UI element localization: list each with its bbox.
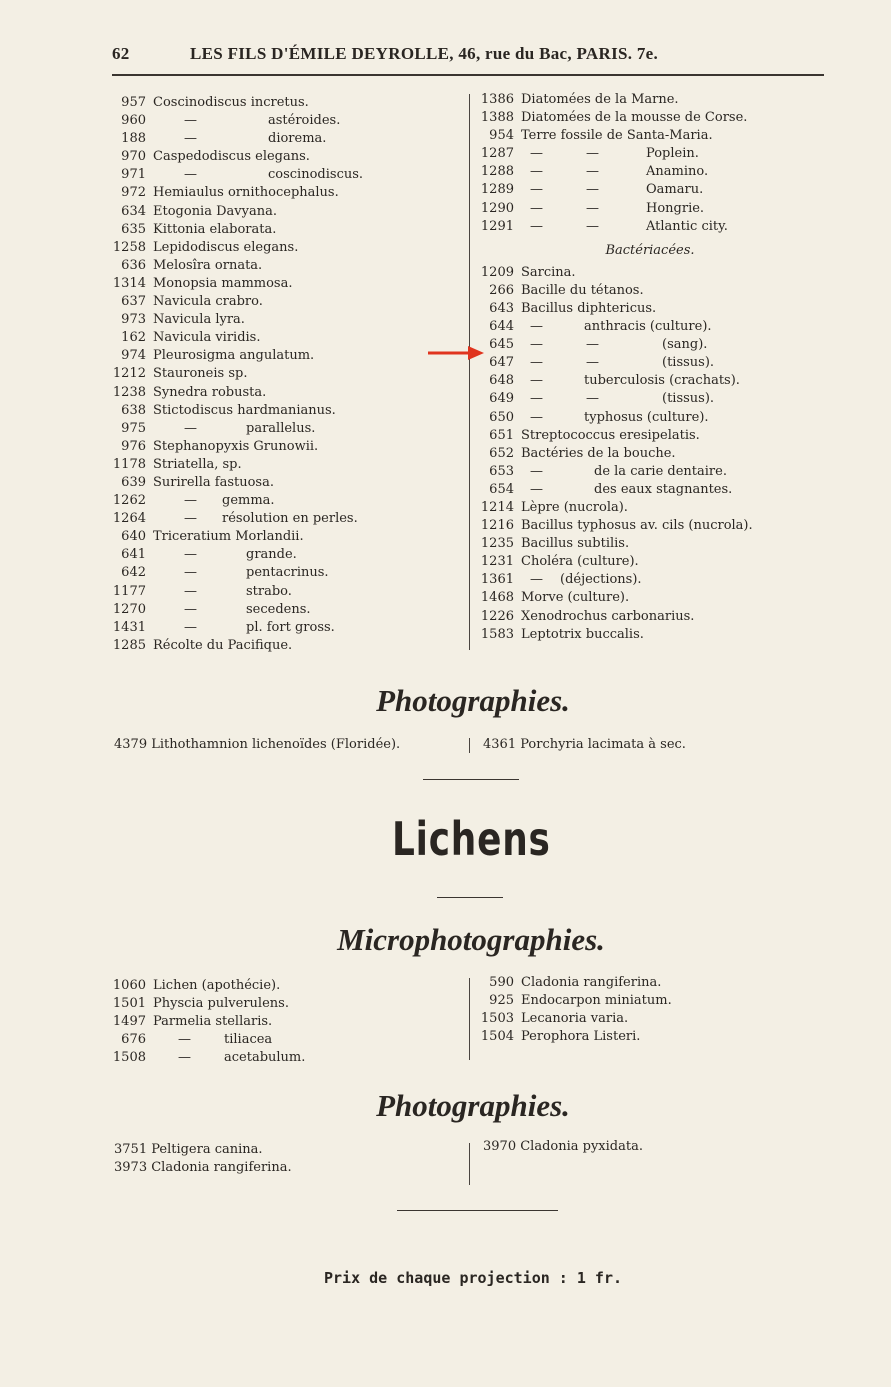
list-item xyxy=(480,218,820,236)
item-number: 1289 xyxy=(480,182,514,198)
micro-divider xyxy=(469,978,470,1060)
list-item xyxy=(112,583,457,601)
list-item xyxy=(480,372,820,390)
list-item xyxy=(480,181,820,199)
item-number: 644 xyxy=(489,319,514,335)
list-item xyxy=(480,354,820,372)
ditto-dash: — xyxy=(586,337,599,353)
item-text: secedens. xyxy=(246,601,311,617)
item-text: Navicula lyra. xyxy=(153,312,245,328)
list-item xyxy=(112,184,457,202)
item-text: Diatomées de la Marne. xyxy=(521,92,679,107)
item-text: Lichen (apothécie). xyxy=(153,978,281,993)
item-number: 648 xyxy=(489,373,514,389)
micro-list-right xyxy=(480,974,820,1046)
list-item xyxy=(480,463,820,481)
ditto-dash: — xyxy=(178,1050,191,1066)
list-item xyxy=(112,528,457,546)
ditto-dash: — xyxy=(184,113,197,129)
diatom-list-left xyxy=(112,94,457,655)
lichens-rule xyxy=(437,897,503,898)
item-text: Choléra (culture). xyxy=(521,554,639,570)
item-text: pentacrinus. xyxy=(246,565,329,581)
item-number: 651 xyxy=(489,427,514,443)
item-text: Stictodiscus hardmanianus. xyxy=(153,402,336,418)
ditto-dash: — xyxy=(586,200,599,216)
item-text: Stauroneis sp. xyxy=(153,366,248,382)
item-number: 954 xyxy=(489,128,514,144)
ditto-dash: — xyxy=(586,218,599,234)
item-text: Bactéries de la bouche. xyxy=(521,445,676,461)
list-item xyxy=(480,571,820,589)
item-number: 1214 xyxy=(480,499,514,515)
list-item xyxy=(112,1049,457,1067)
item-number: 635 xyxy=(121,221,146,237)
item-number: 1291 xyxy=(480,218,514,234)
ditto-dash: — xyxy=(530,481,543,497)
item-text: Lèpre (nucrola). xyxy=(521,499,628,515)
ditto-dash: — xyxy=(530,164,543,180)
item-text: Triceratium Morlandii. xyxy=(153,529,304,545)
item-text: Perophora Listeri. xyxy=(521,1029,641,1045)
ditto-dash: — xyxy=(184,583,197,599)
list-item xyxy=(112,1031,457,1049)
item-text: tuberculosis (crachats). xyxy=(584,373,740,389)
item-number: 640 xyxy=(121,529,146,545)
list-item xyxy=(112,293,457,311)
item-number: 1504 xyxy=(480,1029,514,1045)
photographies-heading-2: Photographies. xyxy=(376,1088,570,1123)
list-item xyxy=(112,166,457,184)
bacteria-heading: Bactériacées. xyxy=(605,242,695,258)
item-number: 957 xyxy=(121,95,146,110)
ditto-dash: — xyxy=(530,463,543,479)
item-number: 642 xyxy=(121,565,146,581)
item-text: résolution en perles. xyxy=(222,511,358,527)
list-item xyxy=(112,619,457,637)
item-number: 1508 xyxy=(112,1050,146,1066)
list-item xyxy=(480,282,820,300)
item-text: Bacillus diphtericus. xyxy=(521,300,657,316)
list-item xyxy=(112,257,457,275)
item-number: 1235 xyxy=(480,536,514,552)
item-number: 676 xyxy=(121,1032,146,1048)
column-divider xyxy=(469,94,470,650)
ditto-dash: — xyxy=(530,337,543,353)
list-item xyxy=(480,409,820,427)
item-number: 1226 xyxy=(480,608,514,624)
ditto-dash: — xyxy=(586,146,599,162)
item-number: 1314 xyxy=(112,275,146,291)
item-text: anthracis (culture). xyxy=(584,319,712,335)
list-item xyxy=(112,492,457,510)
item-number: 1178 xyxy=(112,456,146,472)
item-text: Monopsia mammosa. xyxy=(153,275,293,291)
ditto-dash: — xyxy=(184,547,197,563)
ditto-dash: — xyxy=(184,493,197,509)
item-text: Surirella fastuosa. xyxy=(153,474,274,490)
item-text: Atlantic city. xyxy=(646,218,728,234)
item-text: Etogonia Davyana. xyxy=(153,203,277,219)
list-item xyxy=(112,221,457,239)
item-number: 636 xyxy=(121,257,146,273)
list-item xyxy=(480,517,820,535)
list-item xyxy=(112,1013,457,1031)
photo-item-left: 4379 Lithothamnion lichenoïdes (Floridée). xyxy=(114,737,401,752)
item-number: 654 xyxy=(489,481,514,497)
item-number: 1177 xyxy=(112,583,146,599)
list-item xyxy=(480,974,820,992)
item-text: Cladonia rangiferina. xyxy=(521,975,662,990)
item-number: 637 xyxy=(121,294,146,310)
list-item: 3751 Peltigera canina. xyxy=(114,1142,263,1157)
microphotographies-heading: Microphotographies. xyxy=(337,922,605,957)
item-number: 960 xyxy=(121,113,146,129)
item-text: Coscinodiscus incretus. xyxy=(153,95,309,110)
item-text: Streptococcus eresipelatis. xyxy=(521,427,700,443)
list-item xyxy=(480,127,820,145)
list-item xyxy=(112,311,457,329)
item-text: (tissus). xyxy=(662,391,715,407)
item-number: 1231 xyxy=(480,554,514,570)
item-number: 1060 xyxy=(112,978,146,993)
micro-list-left xyxy=(112,977,457,1067)
list-item xyxy=(480,91,820,109)
ditto-dash: — xyxy=(184,619,197,635)
item-number: 1264 xyxy=(112,511,146,527)
item-number: 1212 xyxy=(112,366,146,382)
list-item xyxy=(480,535,820,553)
list-item xyxy=(480,200,820,218)
list-item xyxy=(480,589,820,607)
list-item xyxy=(112,94,457,112)
list-item xyxy=(112,347,457,365)
item-number: 1388 xyxy=(480,110,514,126)
item-text: Bacillus typhosus av. cils (nucrola). xyxy=(521,518,753,534)
list-item xyxy=(112,402,457,420)
item-number: 652 xyxy=(489,445,514,461)
list-item xyxy=(112,239,457,257)
item-number: 1431 xyxy=(112,619,146,635)
item-number: 647 xyxy=(489,355,514,371)
item-text: grande. xyxy=(246,547,297,563)
ditto-dash: — xyxy=(184,131,197,147)
ditto-dash: — xyxy=(586,391,599,407)
item-text: (tissus). xyxy=(662,355,715,371)
ditto-dash: — xyxy=(530,200,543,216)
list-item xyxy=(112,601,457,619)
list-item xyxy=(480,427,820,445)
ditto-dash: — xyxy=(530,218,543,234)
list-item xyxy=(480,481,820,499)
item-number: 925 xyxy=(489,993,514,1009)
item-text: diorema. xyxy=(268,131,327,147)
item-number: 1262 xyxy=(112,493,146,509)
item-number: 976 xyxy=(121,438,146,454)
item-number: 650 xyxy=(489,409,514,425)
item-number: 974 xyxy=(121,348,146,364)
item-number: 638 xyxy=(121,402,146,418)
item-number: 649 xyxy=(489,391,514,407)
ditto-dash: — xyxy=(184,511,197,527)
lichens-title: Lichens xyxy=(392,812,551,866)
list-item: 3973 Cladonia rangiferina. xyxy=(114,1160,292,1176)
item-number: 1501 xyxy=(112,996,146,1012)
item-number: 634 xyxy=(121,203,146,219)
item-text: coscinodiscus. xyxy=(268,167,364,183)
item-number: 1216 xyxy=(480,518,514,534)
list-item xyxy=(112,329,457,347)
photo2-item-right: 3970 Cladonia pyxidata. xyxy=(483,1139,643,1154)
item-number: 1209 xyxy=(480,264,514,280)
item-text: Morve (culture). xyxy=(521,590,630,606)
item-text: Lecanoria varia. xyxy=(521,1011,629,1027)
list-item xyxy=(112,546,457,564)
list-item xyxy=(480,163,820,181)
item-text: des eaux stagnantes. xyxy=(594,481,733,497)
list-item xyxy=(112,977,457,995)
item-text: (sang). xyxy=(662,337,708,353)
item-number: 590 xyxy=(489,975,514,990)
ditto-dash: — xyxy=(530,182,543,198)
item-number: 973 xyxy=(121,312,146,328)
item-text: Caspedodiscus elegans. xyxy=(153,149,310,165)
item-number: 970 xyxy=(121,149,146,165)
ditto-dash: — xyxy=(530,373,543,389)
ditto-dash: — xyxy=(184,167,197,183)
item-number: 645 xyxy=(489,337,514,353)
item-number: 653 xyxy=(489,463,514,479)
item-number: 639 xyxy=(121,474,146,490)
item-number: 1386 xyxy=(480,92,514,107)
photo-item-right: 4361 Porchyria lacimata à sec. xyxy=(483,737,686,752)
item-number: 1270 xyxy=(112,601,146,617)
list-item xyxy=(480,264,820,282)
item-number: 972 xyxy=(121,185,146,201)
item-text: Physcia pulverulens. xyxy=(153,996,289,1012)
item-text: de la carie dentaire. xyxy=(594,463,727,479)
list-item xyxy=(480,608,820,626)
item-text: Navicula viridis. xyxy=(153,330,261,346)
item-text: Hemiaulus ornithocephalus. xyxy=(153,185,339,201)
list-item xyxy=(112,365,457,383)
list-item xyxy=(112,148,457,166)
header-rule xyxy=(112,74,824,76)
ditto-dash: — xyxy=(586,182,599,198)
diatom-list-right xyxy=(480,91,820,644)
list-item xyxy=(112,510,457,528)
red-arrow-icon xyxy=(428,345,486,364)
ditto-dash: — xyxy=(530,409,543,425)
list-item xyxy=(480,499,820,517)
list-item xyxy=(112,420,457,438)
ditto-dash: — xyxy=(184,420,197,436)
item-text: gemma. xyxy=(222,493,275,509)
list-item xyxy=(112,203,457,221)
ditto-dash: — xyxy=(184,601,197,617)
item-number: 1285 xyxy=(112,637,146,653)
item-text: Bacillus subtilis. xyxy=(521,536,630,552)
item-text: acetabulum. xyxy=(224,1050,306,1066)
list-item xyxy=(112,275,457,293)
ditto-dash: — xyxy=(184,565,197,581)
item-number: 643 xyxy=(489,300,514,316)
bottom-rule xyxy=(397,1210,558,1211)
item-number: 975 xyxy=(121,420,146,436)
list-item xyxy=(112,456,457,474)
section-rule xyxy=(423,779,519,780)
list-item xyxy=(112,438,457,456)
photo2-list-left xyxy=(114,1141,292,1177)
item-text: Diatomées de la mousse de Corse. xyxy=(521,110,748,126)
item-number: 1258 xyxy=(112,239,146,255)
item-number: 266 xyxy=(489,282,514,298)
list-item xyxy=(480,1028,820,1046)
list-item xyxy=(480,992,820,1010)
item-number: 188 xyxy=(121,131,146,147)
list-item xyxy=(112,130,457,148)
list-item xyxy=(480,318,820,336)
ditto-dash: — xyxy=(178,1032,191,1048)
item-text: Kittonia elaborata. xyxy=(153,221,277,237)
header-title: LES FILS D'ÉMILE DEYROLLE, 46, rue du Bac, PARIS. 7e. xyxy=(190,44,659,63)
item-text: Terre fossile de Santa-Maria. xyxy=(521,128,713,144)
item-text: pl. fort gross. xyxy=(246,619,335,635)
ditto-dash: — xyxy=(586,164,599,180)
item-number: 971 xyxy=(121,167,146,183)
list-item xyxy=(480,109,820,127)
item-text: Synedra robusta. xyxy=(153,384,267,400)
ditto-dash: — xyxy=(586,355,599,371)
item-text: strabo. xyxy=(246,583,292,599)
item-number: 641 xyxy=(121,547,146,563)
item-text: Melosîra ornata. xyxy=(153,257,263,273)
item-number: 1583 xyxy=(480,626,514,642)
price-note: Prix de chaque projection : 1 fr. xyxy=(323,1269,622,1287)
ditto-dash: — xyxy=(530,355,543,371)
item-text: Poplein. xyxy=(646,146,699,162)
list-item xyxy=(480,145,820,163)
item-number: 162 xyxy=(121,330,146,346)
item-number: 1497 xyxy=(112,1014,146,1030)
page-number: 62 xyxy=(112,44,130,63)
item-number: 1238 xyxy=(112,384,146,400)
list-item xyxy=(480,336,820,354)
list-item xyxy=(480,626,820,644)
list-item xyxy=(112,474,457,492)
item-text: tiliacea xyxy=(224,1032,273,1048)
photo2-divider xyxy=(469,1143,470,1185)
item-text: Endocarpon miniatum. xyxy=(521,993,672,1009)
item-number: 1503 xyxy=(480,1011,514,1027)
photographies-heading-1: Photographies. xyxy=(376,683,570,718)
ditto-dash: — xyxy=(530,391,543,407)
item-text: Bacille du tétanos. xyxy=(521,282,644,298)
item-text: parallelus. xyxy=(246,420,316,436)
list-item xyxy=(480,390,820,408)
item-text: Leptotrix buccalis. xyxy=(521,626,644,642)
item-text: Stephanopyxis Grunowii. xyxy=(153,438,319,454)
list-item xyxy=(480,1010,820,1028)
item-text: Anamino. xyxy=(646,164,709,180)
ditto-dash: — xyxy=(530,146,543,162)
list-item xyxy=(112,112,457,130)
item-number: 1287 xyxy=(480,146,514,162)
item-text: Lepidodiscus elegans. xyxy=(153,239,299,255)
item-text: (déjections). xyxy=(560,572,642,588)
item-text: Pleurosigma angulatum. xyxy=(153,348,315,364)
item-text: Striatella, sp. xyxy=(153,456,242,472)
item-text: Sarcina. xyxy=(521,264,576,280)
list-item xyxy=(112,564,457,582)
item-number: 1361 xyxy=(480,572,514,588)
ditto-dash: — xyxy=(530,572,543,588)
item-number: 1290 xyxy=(480,200,514,216)
item-number: 1468 xyxy=(480,590,514,606)
list-item xyxy=(112,637,457,655)
item-text: Xenodrochus carbonarius. xyxy=(521,608,695,624)
list-item xyxy=(112,995,457,1013)
item-text: Récolte du Pacifique. xyxy=(153,637,293,653)
item-text: Navicula crabro. xyxy=(153,294,263,310)
item-text: Parmelia stellaris. xyxy=(153,1014,273,1030)
ditto-dash: — xyxy=(530,319,543,335)
photo-divider xyxy=(469,738,470,753)
item-number: 1288 xyxy=(480,164,514,180)
item-text: astéroides. xyxy=(268,113,341,129)
item-text: Oamaru. xyxy=(646,182,704,198)
item-text: typhosus (culture). xyxy=(584,409,709,425)
item-text: Hongrie. xyxy=(646,200,705,216)
list-item xyxy=(112,384,457,402)
list-item xyxy=(480,300,820,318)
list-item xyxy=(480,553,820,571)
list-item xyxy=(480,445,820,463)
